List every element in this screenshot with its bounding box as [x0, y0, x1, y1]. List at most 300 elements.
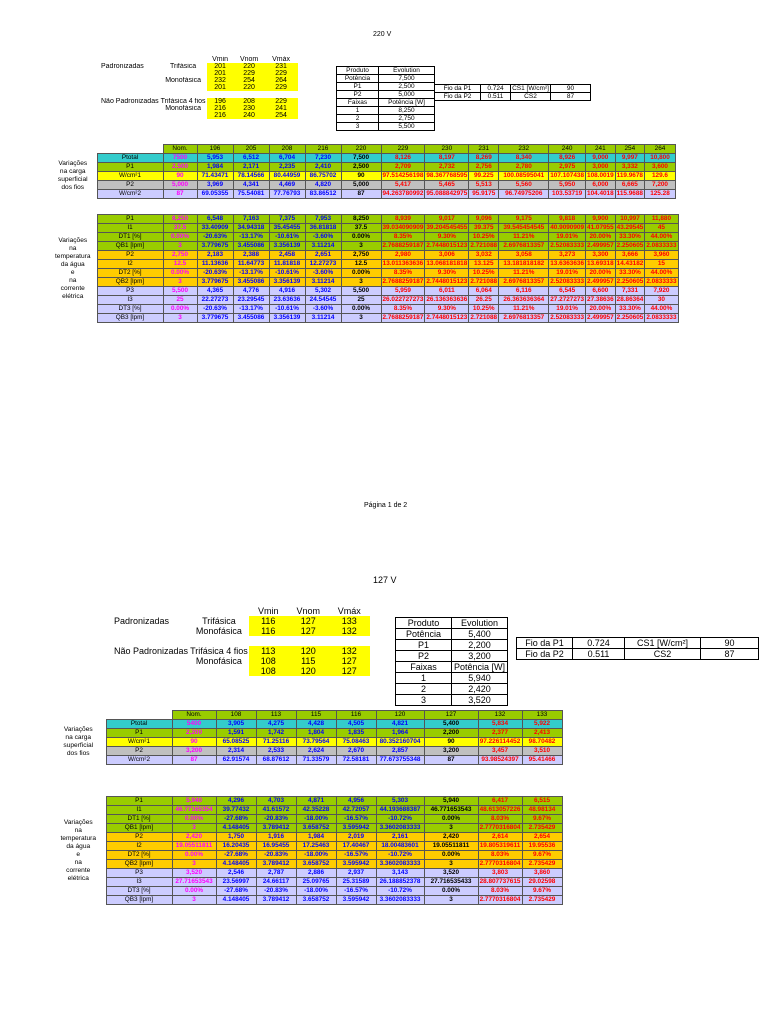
value-cell: 5,513 — [469, 181, 499, 190]
wire-label: Fio da P1 — [435, 85, 481, 93]
value-cell: 104.4018 — [587, 190, 614, 197]
table-row — [49, 163, 675, 172]
value-cell: 3,000 — [586, 163, 616, 172]
value-cell: 6,011 — [425, 287, 469, 296]
voltage-header-cell: 113 — [256, 711, 296, 720]
side-label-line: na carga — [65, 734, 92, 741]
value-cell: 95.088842975 — [426, 190, 468, 197]
value-cell: 2,500 — [341, 163, 381, 172]
side-label-line: na carga — [59, 168, 86, 175]
value-cell: 2.6976813357 — [499, 242, 549, 251]
value-cell: 42.35228 — [296, 806, 336, 815]
side-label-line: dos fios — [66, 750, 90, 757]
value-cell: 6,116 — [499, 287, 549, 296]
value-cell: 95.41466 — [522, 756, 562, 765]
value-cell: 108.0019 — [587, 172, 614, 179]
value-cell: 5,303 — [376, 797, 424, 806]
value-cell: 4,341 — [233, 181, 269, 190]
value-cell: 2.0833333 — [646, 242, 677, 249]
potencia-header: Potência [W] — [452, 662, 508, 673]
value-cell: 0.00% — [341, 233, 381, 242]
value-cell: 41.07955 — [587, 224, 614, 231]
wire-value: 0.511 — [573, 649, 625, 660]
product-key: Produto — [337, 67, 379, 75]
value-cell: -3.60% — [305, 269, 341, 278]
value-cell: 0.00% — [424, 851, 478, 860]
value-cell: 2.6976813357 — [499, 314, 549, 323]
value-cell: 6,515 — [522, 797, 562, 806]
value-cell: 3,200 — [424, 747, 478, 756]
value-cell: 39.204545455 — [426, 224, 468, 231]
value-cell: 23.63636 — [269, 296, 305, 305]
value-cell: 4,821 — [376, 720, 424, 729]
voltage-header-cell: 229 — [381, 145, 425, 154]
group-label — [160, 70, 207, 77]
value-cell: 2,624 — [296, 747, 336, 756]
nominal-cell: 90 — [163, 172, 197, 181]
value-cell: 43.29545 — [616, 224, 644, 231]
value-cell: 107.107438 — [550, 172, 585, 179]
value-cell: 3,803 — [478, 869, 522, 878]
vnom-cell: 240 — [234, 112, 265, 119]
voltage-header-cell: 241 — [586, 145, 616, 154]
vnom-cell: 230 — [234, 105, 265, 112]
side-label-line: na — [69, 244, 77, 252]
value-cell: 27.2727273 — [550, 296, 585, 303]
table-row — [51, 797, 562, 806]
value-cell: 3.356139 — [269, 314, 305, 323]
value-cell: 29.02598 — [522, 878, 562, 887]
group-label: Monofásica — [165, 77, 201, 84]
value-cell: 42.72057 — [336, 806, 376, 815]
value-cell: -10.61% — [269, 233, 305, 242]
value-cell: 9.30% — [425, 233, 469, 242]
nominal-cell: 7500 — [163, 154, 197, 163]
nominal-cell: 3,200 — [172, 747, 216, 756]
value-cell: 7,163 — [233, 215, 269, 224]
value-cell: 39.375 — [469, 224, 499, 233]
voltage-header-cell: 230 — [425, 145, 469, 154]
value-cell: 10.25% — [469, 233, 499, 242]
value-cell: 95.9175 — [469, 190, 499, 199]
value-cell: 8.03% — [478, 815, 522, 824]
value-cell: 8.35% — [381, 269, 425, 278]
value-cell: 103.53719 — [549, 190, 586, 199]
value-cell: 39.545454545 — [499, 224, 549, 233]
nominal-cell: 0.00% — [172, 851, 216, 860]
value-cell: 25.09765 — [296, 878, 336, 887]
value-cell: 5,465 — [425, 181, 469, 190]
nominal-cell: 3 — [172, 896, 216, 905]
value-cell: 8,269 — [469, 154, 499, 163]
value-cell: 3 — [424, 860, 478, 869]
value-cell: 3,905 — [216, 720, 256, 729]
row-label: W/cm²1 — [97, 172, 163, 181]
value-cell: 2,670 — [336, 747, 376, 756]
side-label-line: corrente — [60, 284, 85, 292]
value-cell: -10.72% — [376, 887, 424, 896]
row-label: QB2 [lpm] — [106, 860, 172, 869]
value-cell: 8,926 — [549, 154, 586, 163]
voltage-header-cell: Nom. — [163, 145, 197, 154]
value-cell: 3,273 — [549, 251, 586, 260]
nominal-cell: 2,200 — [172, 729, 216, 738]
value-cell: 13.69318 — [587, 260, 614, 267]
value-cell: 75.08463 — [336, 738, 376, 747]
value-cell: 36.81818 — [305, 224, 341, 233]
cs-label: CS1 [W/cm²] — [625, 638, 701, 649]
voltage-header-cell: 116 — [336, 711, 376, 720]
vnom-cell: 127 — [288, 626, 329, 636]
value-cell: 2.0833333 — [646, 278, 677, 285]
vnom-header: Vnom — [296, 606, 320, 616]
vnom-cell: 220 — [234, 84, 265, 91]
value-cell: 23.29545 — [233, 296, 269, 305]
row-label: W/cm²1 — [106, 738, 172, 747]
value-cell: 19.05511811 — [424, 842, 478, 851]
value-cell: 9.30% — [425, 269, 469, 278]
value-cell: 2,937 — [336, 869, 376, 878]
vmax-cell: 132 — [329, 646, 370, 656]
value-cell: 33.40909 — [197, 224, 233, 233]
vmax-cell: 264 — [265, 77, 298, 84]
value-cell: 2,980 — [381, 251, 425, 260]
value-cell: 3,960 — [645, 251, 678, 260]
table-row — [49, 233, 678, 242]
value-cell: 48.613057226 — [479, 806, 521, 813]
value-cell: 2,161 — [376, 833, 424, 842]
value-cell: 6,600 — [586, 287, 616, 296]
value-cell: 3.455086 — [233, 314, 269, 323]
value-cell: 3,666 — [615, 251, 645, 260]
value-cell: 1,916 — [256, 833, 296, 842]
vnom-cell: 229 — [234, 70, 265, 77]
value-cell: 0.00% — [424, 815, 478, 824]
nominal-cell: 3,520 — [172, 869, 216, 878]
faixa-id: 2 — [337, 115, 379, 123]
nominal-cell: 3 — [163, 278, 197, 287]
cs-label: CS2 — [511, 93, 551, 101]
value-cell: 0.00% — [424, 887, 478, 896]
vmax-cell: 127 — [329, 666, 370, 676]
value-cell: 2,886 — [296, 869, 336, 878]
product-key: P2 — [396, 651, 452, 662]
value-cell: 2.0833333 — [646, 314, 677, 321]
product-value: Evolution — [379, 67, 435, 75]
voltage-header-cell: 231 — [469, 145, 499, 154]
wire-value: 0.724 — [573, 638, 625, 649]
block-side-label — [49, 154, 97, 199]
value-cell: 8,197 — [425, 154, 469, 163]
table-row — [49, 215, 678, 224]
value-cell: 3.779675 — [197, 278, 233, 287]
side-label-line: elétrica — [67, 874, 89, 882]
value-cell: -18.00% — [296, 815, 336, 824]
potencia-header: Potência [W] — [379, 99, 435, 107]
nao-padronizadas-label: Não Padronizadas — [101, 98, 159, 105]
side-label-line: superficial — [57, 176, 88, 183]
value-cell: 11,880 — [645, 215, 678, 224]
value-cell: 1,984 — [296, 833, 336, 842]
value-cell: 2,787 — [256, 869, 296, 878]
vnom-cell: 208 — [234, 98, 265, 105]
value-cell: 33.30% — [615, 305, 645, 314]
row-label: P2 — [97, 251, 163, 260]
value-cell: 3,143 — [376, 869, 424, 878]
value-cell: 8.35% — [381, 233, 425, 242]
value-cell: 2,651 — [305, 251, 341, 260]
value-cell: 83.86512 — [305, 190, 341, 199]
value-cell: -18.00% — [296, 887, 336, 896]
wire-label: Fio da P2 — [517, 649, 573, 660]
value-cell: 3.11214 — [305, 242, 341, 251]
value-cell: 26.25 — [469, 296, 499, 305]
faixa-power: 3,520 — [452, 695, 508, 706]
value-cell: 3,457 — [478, 747, 522, 756]
value-cell: 34.94318 — [233, 224, 269, 233]
value-cell: 8.35% — [381, 305, 425, 314]
row-label: QB1 [lpm] — [97, 242, 163, 251]
value-cell: 2.7448015123 — [426, 314, 468, 321]
product-value: 2,500 — [379, 83, 435, 91]
value-cell: 1,984 — [197, 163, 233, 172]
value-cell: 8.03% — [478, 851, 522, 860]
side-label-line: e — [70, 268, 75, 276]
product-key: Potência — [337, 75, 379, 83]
voltage-header-cell: 216 — [305, 145, 341, 154]
value-cell: 87 — [424, 756, 478, 765]
row-label: P2 — [106, 833, 172, 842]
voltage-header-cell: 264 — [644, 145, 675, 154]
faixa-power: 5,500 — [379, 123, 435, 131]
value-cell: 2,732 — [425, 163, 469, 172]
value-cell: 2,377 — [478, 729, 522, 738]
cs-value: 87 — [701, 649, 759, 660]
value-cell: 4,871 — [296, 797, 336, 806]
vmin-cell: 201 — [207, 70, 234, 77]
value-cell: -27.68% — [216, 887, 256, 896]
side-label-line: Variações — [58, 236, 88, 244]
wire-value: 0.511 — [481, 93, 511, 101]
page1-title: 220 V — [373, 31, 392, 38]
cs-value: 90 — [551, 85, 591, 93]
table-row — [49, 172, 675, 181]
value-cell: 2,183 — [197, 251, 233, 260]
table-row — [51, 806, 562, 815]
voltage-header-cell: 132 — [478, 711, 522, 720]
cs-value: 87 — [551, 93, 591, 101]
product-key: Potência — [396, 629, 452, 640]
value-cell: 44.00% — [645, 233, 678, 242]
vmin-cell: 108 — [249, 656, 288, 666]
nominal-cell: 5,940 — [172, 797, 216, 806]
value-cell: -27.68% — [216, 851, 256, 860]
value-cell: 3,058 — [499, 251, 549, 260]
value-cell: 9,000 — [586, 154, 616, 163]
table-row — [51, 860, 562, 869]
nominal-cell: 5400 — [172, 720, 216, 729]
value-cell: 3 — [341, 242, 381, 251]
side-label-line: na — [69, 276, 77, 284]
row-label: QB3 [lpm] — [106, 896, 172, 905]
value-cell: 2,410 — [305, 163, 341, 172]
value-cell: 3.789412 — [256, 860, 296, 869]
value-cell: 5,953 — [197, 154, 233, 163]
value-cell: 17.40467 — [336, 842, 376, 851]
table-row — [51, 815, 562, 824]
voltage-header-cell: 232 — [499, 145, 549, 154]
table-row — [49, 287, 678, 296]
product-value: Evolution — [452, 618, 508, 629]
page2-block2-table — [51, 796, 563, 905]
value-cell: 4,916 — [269, 287, 305, 296]
corner-cell — [51, 711, 106, 720]
value-cell: 80.44959 — [269, 172, 305, 181]
value-cell: 3 — [424, 896, 478, 905]
faixa-power: 2,420 — [452, 684, 508, 695]
value-cell: 4,776 — [233, 287, 269, 296]
value-cell: 10,800 — [644, 154, 675, 163]
row-label: I3 — [106, 878, 172, 887]
value-cell: 4,296 — [216, 797, 256, 806]
vmin-cell: 116 — [249, 616, 288, 626]
value-cell: 37.5 — [341, 224, 381, 233]
vmax-header: Vmáx — [337, 606, 361, 616]
value-cell: 23.56997 — [216, 878, 256, 887]
row-label: I2 — [106, 842, 172, 851]
value-cell: 6,704 — [269, 154, 305, 163]
nominal-cell: 3 — [163, 314, 197, 323]
row-label: DT1 [%] — [106, 815, 172, 824]
cs-label: CS2 — [625, 649, 701, 660]
value-cell: 22.27273 — [197, 296, 233, 305]
value-cell: 3,600 — [644, 163, 675, 172]
vmax-cell: 132 — [329, 626, 370, 636]
nominal-cell: 8,250 — [163, 215, 197, 224]
value-cell: 2.7770316804 — [479, 896, 521, 903]
value-cell: 39.034090909 — [382, 224, 424, 231]
row-label: I1 — [97, 224, 163, 233]
value-cell: 2.499957 — [587, 242, 614, 249]
value-cell: 9,818 — [549, 215, 586, 224]
value-cell: 3.356139 — [269, 278, 305, 287]
corner-cell — [49, 145, 97, 154]
vmin-cell: 216 — [207, 105, 234, 112]
vmax-cell: 254 — [265, 112, 298, 119]
value-cell: 72.58181 — [336, 756, 376, 765]
value-cell: 8,250 — [341, 215, 381, 224]
value-cell: 71.33579 — [296, 756, 336, 765]
faixa-power: 2,750 — [379, 115, 435, 123]
value-cell: 90 — [341, 172, 381, 181]
value-cell: 87 — [341, 190, 381, 199]
value-cell: 1,742 — [256, 729, 296, 738]
value-cell: 1,804 — [296, 729, 336, 738]
side-label-line: na — [74, 858, 82, 866]
page-footer: Página 1 de 2 — [364, 502, 408, 509]
group-label: Monofásica — [195, 626, 242, 636]
value-cell: 7,953 — [305, 215, 341, 224]
value-cell: 27.716535433 — [424, 878, 478, 887]
value-cell: 2,171 — [233, 163, 269, 172]
value-cell: 2,654 — [522, 833, 562, 842]
table-row — [51, 878, 562, 887]
product-key: P2 — [337, 91, 379, 99]
value-cell: 24.66117 — [256, 878, 296, 887]
value-cell: 3,032 — [469, 251, 499, 260]
value-cell: 44.00% — [645, 305, 678, 314]
value-cell: 5,400 — [424, 720, 478, 729]
side-label-line: corrente — [66, 866, 91, 874]
value-cell: 5,302 — [305, 287, 341, 296]
voltage-header-cell: 133 — [522, 711, 562, 720]
vnom-cell: 120 — [288, 646, 329, 656]
value-cell: 7,500 — [341, 154, 381, 163]
side-label-line: e — [76, 850, 81, 858]
value-cell: 3,969 — [197, 181, 233, 190]
value-cell: 2,019 — [336, 833, 376, 842]
side-label-line: superficial — [63, 742, 94, 749]
table-row — [49, 278, 678, 287]
value-cell: 2,235 — [269, 163, 305, 172]
nominal-cell: 27.71653543 — [172, 878, 216, 887]
value-cell: 3.595942 — [336, 824, 376, 833]
value-cell: 5,950 — [549, 181, 586, 190]
block-side-label — [51, 720, 106, 765]
value-cell: 15 — [645, 260, 678, 269]
value-cell: 3.3602083333 — [376, 824, 424, 833]
product-value: 5,000 — [379, 91, 435, 99]
value-cell: 5,500 — [341, 287, 381, 296]
value-cell: 19.95536 — [522, 842, 562, 851]
value-cell: 26.136363636 — [426, 296, 468, 303]
product-value: 3,200 — [452, 651, 508, 662]
value-cell: 97.226114452 — [479, 738, 521, 745]
nominal-cell: 0.00% — [172, 887, 216, 896]
vmin-header: Vmin — [212, 56, 229, 63]
value-cell: 9,997 — [615, 154, 644, 163]
value-cell: -16.57% — [336, 887, 376, 896]
group-label — [160, 112, 207, 119]
row-label: P2 — [106, 747, 172, 756]
table-row — [49, 314, 678, 323]
value-cell: 98.70482 — [522, 738, 562, 747]
group-label — [189, 666, 249, 676]
value-cell: 41.61572 — [256, 806, 296, 815]
value-cell: 20.00% — [586, 233, 616, 242]
side-label-line: da água — [60, 260, 85, 268]
value-cell: 13.011363636 — [382, 260, 424, 267]
value-cell: 3.595942 — [336, 860, 376, 869]
value-cell: 2.721088 — [470, 278, 498, 285]
page2-title: 127 V — [373, 575, 397, 585]
value-cell: 14.43182 — [616, 260, 644, 267]
value-cell: 2.735429 — [522, 896, 562, 905]
value-cell: 2.52083333 — [550, 314, 585, 321]
value-cell: 10.25% — [469, 305, 499, 314]
value-cell: 2.7688259187 — [382, 314, 424, 321]
table-row — [51, 869, 562, 878]
value-cell: 46.771653543 — [424, 806, 478, 815]
value-cell: 13.125 — [469, 260, 499, 269]
value-cell: 11.21% — [499, 269, 549, 278]
padronizadas-label: Padronizadas — [101, 63, 144, 70]
product-key: P1 — [396, 640, 452, 651]
value-cell: 5,834 — [478, 720, 522, 729]
nominal-cell: 0.00% — [163, 305, 197, 314]
side-label-line: Variações — [58, 160, 88, 167]
row-label: W/cm²2 — [106, 756, 172, 765]
